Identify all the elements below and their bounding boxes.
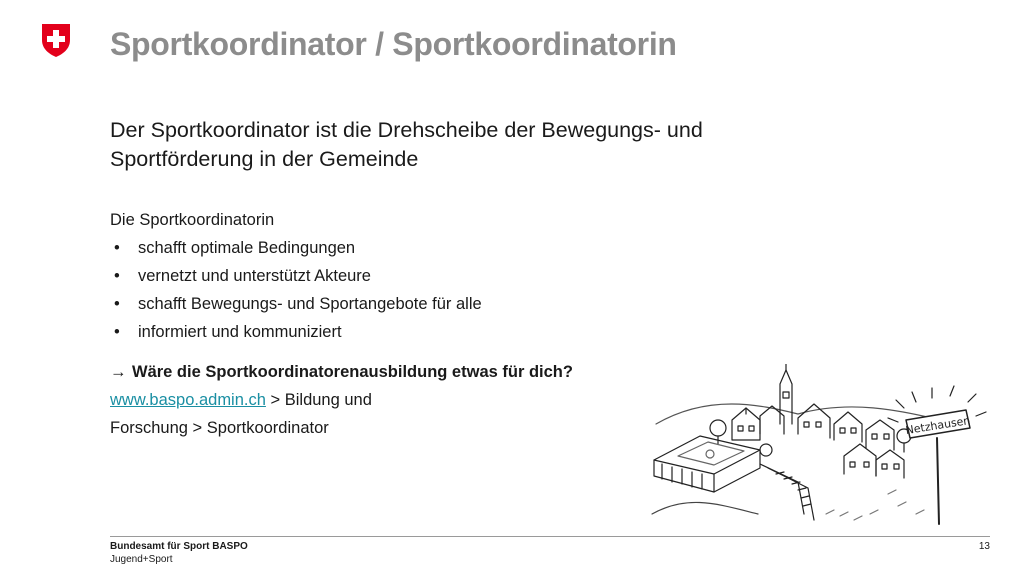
footer-organisation: Bundesamt für Sport BASPO	[110, 541, 248, 552]
arrow-right-icon: →	[110, 363, 127, 381]
slide-subtitle	[110, 116, 870, 174]
swiss-coat-of-arms-icon	[40, 22, 72, 58]
cta-question: Wäre die Sportkoordinatorenausbildung etwas für dich?	[132, 363, 573, 381]
bullet-list	[110, 234, 670, 346]
bullet-icon: •	[114, 267, 120, 285]
slide-body	[110, 206, 670, 442]
page-title: Sportkoordinator / Sportkoordinatorin	[110, 26, 677, 62]
list-item: • schafft optimale Bedingungen	[110, 234, 670, 262]
page-number: 13	[978, 541, 990, 552]
lead-text: Die Sportkoordinatorin	[110, 211, 275, 229]
link-path-2: Forschung > Sportkoordinator	[110, 419, 329, 437]
footer-divider	[110, 536, 990, 537]
footer-program: Jugend+Sport	[110, 554, 173, 565]
baspo-link[interactable]: www.baspo.admin.ch	[110, 391, 266, 409]
link-line	[110, 386, 670, 414]
bullet-icon: •	[114, 323, 120, 341]
subtitle-line-1: Der Sportkoordinator ist die Drehscheibe der Bewegungs- und	[110, 118, 703, 142]
list-item: • schafft Bewegungs- und Sportangebote für alle	[110, 290, 670, 318]
call-to-action	[110, 358, 670, 386]
list-item: • vernetzt und unterstützt Akteure	[110, 262, 670, 290]
list-item: • informiert und kommuniziert	[110, 318, 670, 346]
bullet-icon: •	[114, 295, 120, 313]
bullet-icon: •	[114, 239, 120, 257]
village-illustration	[648, 364, 988, 530]
link-path-1: > Bildung und	[265, 391, 372, 409]
sign-label: Netzhausen	[904, 413, 972, 438]
subtitle-line-2: Sportförderung in der Gemeinde	[110, 147, 419, 171]
